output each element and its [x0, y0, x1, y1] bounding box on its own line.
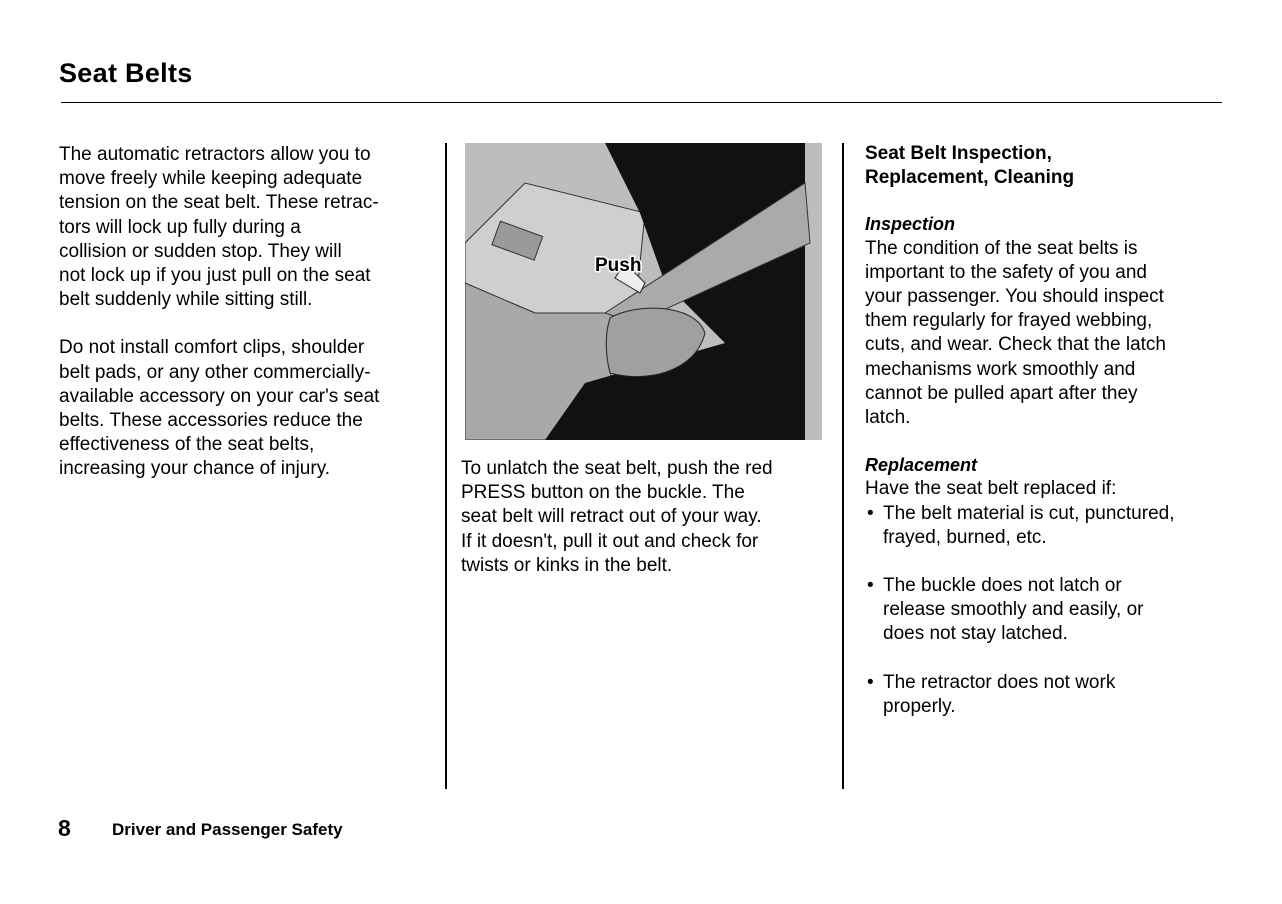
text-line: cuts, and wear. Check that the latch [865, 334, 1167, 356]
text-line: belt suddenly while sitting still. [59, 289, 313, 311]
text-line: collision or sudden stop. They will [59, 240, 342, 262]
text-line: them regularly for frayed webbing, [865, 310, 1153, 332]
text-line: latch. [865, 407, 911, 429]
column-divider-left [445, 143, 447, 789]
page-title: Seat Belts [59, 58, 193, 88]
text-line: twists or kinks in the belt. [461, 554, 673, 576]
text-line: frayed, burned, etc. [883, 526, 1047, 548]
bullet-icon: • [867, 502, 874, 524]
left-column [59, 143, 379, 482]
column-divider-right [842, 143, 844, 789]
push-label: Push [595, 255, 642, 276]
illustration-caption [461, 457, 773, 578]
text-line: The condition of the seat belts is [865, 237, 1138, 259]
inspection-title: Inspection [865, 214, 956, 235]
list-item [865, 671, 1174, 719]
page-number: 8 [58, 815, 71, 841]
text-line: move freely while keeping adequate [59, 168, 363, 190]
right-column [865, 142, 1174, 719]
text-line: tors will lock up fully during a [59, 216, 301, 238]
text-line: PRESS button on the buckle. The [461, 482, 745, 504]
paragraph-accessories [59, 336, 379, 481]
text-line: Replacement, Cleaning [865, 167, 1075, 189]
list-item [865, 574, 1174, 647]
inspection-text [865, 237, 1174, 431]
bullet-icon: • [867, 671, 874, 693]
list-item [865, 502, 1174, 550]
text-line: mechanisms work smoothly and [865, 358, 1136, 380]
text-line: not lock up if you just pull on the seat [59, 265, 371, 287]
title-rule [61, 102, 1222, 103]
seat-belt-buckle-illustration [465, 143, 822, 440]
replacement-title: Replacement [865, 455, 978, 476]
section-name: Driver and Passenger Safety [112, 820, 343, 839]
replacement-intro: Have the seat belt replaced if: [865, 478, 1117, 500]
text-line: seat belt will retract out of your way. [461, 506, 762, 528]
text-line: properly. [883, 695, 956, 717]
text-line: release smoothly and easily, or [883, 599, 1144, 621]
paragraph-retractors [59, 143, 379, 312]
text-line: To unlatch the seat belt, push the red [461, 458, 773, 479]
text-line: Do not install comfort clips, shoulder [59, 337, 365, 359]
text-line: effectiveness of the seat belts, [59, 434, 315, 456]
text-line: does not stay latched. [883, 623, 1068, 645]
text-line: If it doesn't, pull it out and check for [461, 530, 759, 552]
text-line: cannot be pulled apart after they [865, 382, 1138, 404]
text-line: belts. These accessories reduce the [59, 410, 363, 432]
text-line: Seat Belt Inspection, [865, 143, 1052, 164]
replacement-list [865, 502, 1174, 719]
text-line: The retractor does not work [883, 671, 1116, 693]
text-line: The buckle does not latch or [883, 575, 1122, 597]
section-heading [865, 142, 1174, 190]
text-line: available accessory on your car's seat [59, 385, 380, 407]
text-line: The belt material is cut, punctured, [883, 502, 1175, 524]
bullet-icon: • [867, 575, 874, 597]
text-line: The automatic retractors allow you to [59, 144, 371, 165]
text-line: important to the safety of you and [865, 261, 1148, 283]
text-line: your passenger. You should inspect [865, 286, 1164, 308]
text-line: belt pads, or any other commercially- [59, 361, 371, 383]
text-line: tension on the seat belt. These retrac- [59, 192, 379, 214]
text-line: increasing your chance of injury. [59, 458, 331, 480]
